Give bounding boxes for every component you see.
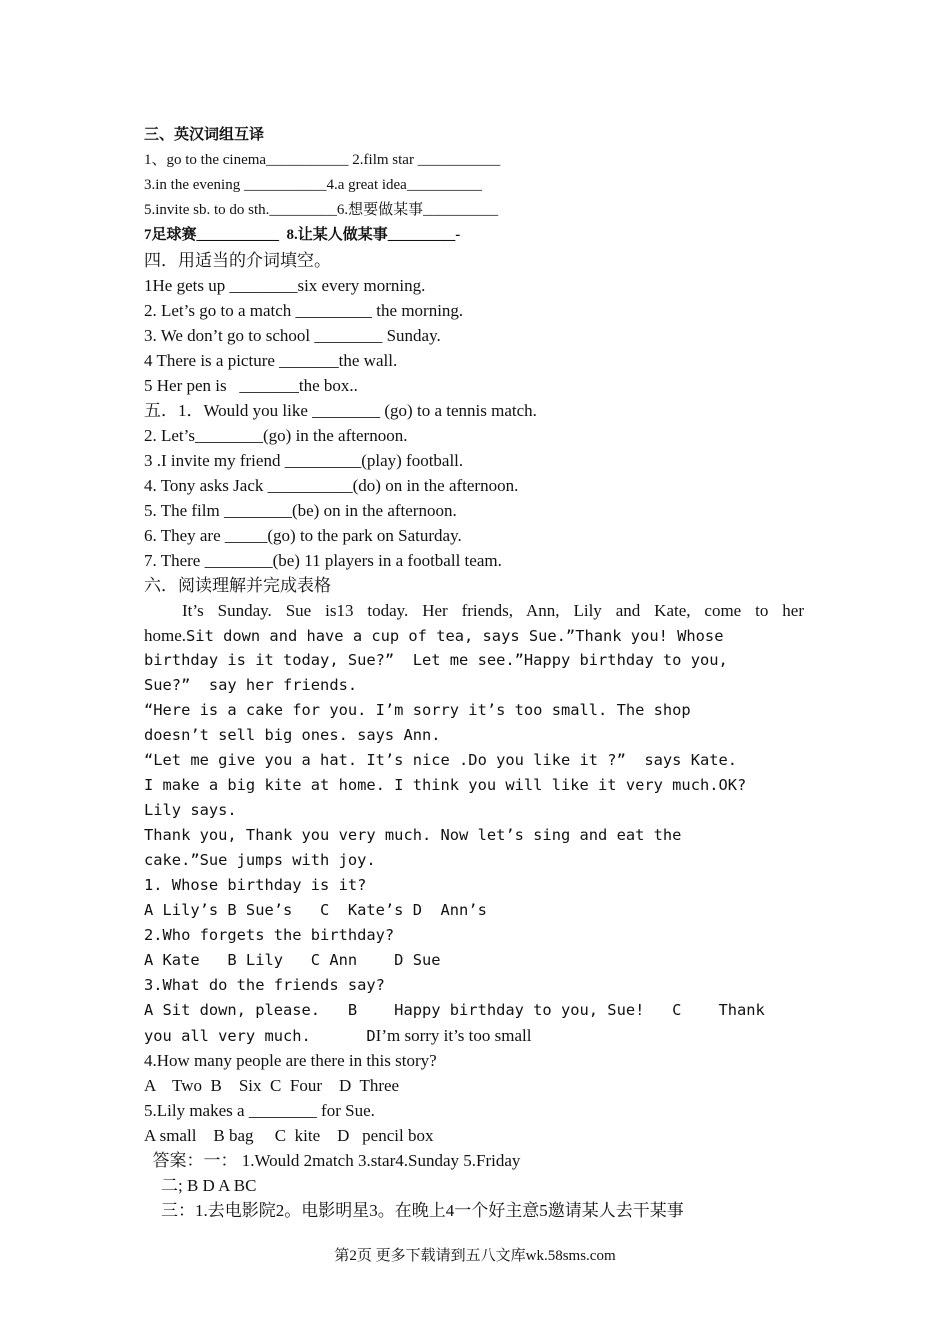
passage-line: Thank you, Thank you very much. Now let’s sing and eat the xyxy=(144,826,682,844)
section-4-line: 3. We don’t go to school ________ Sunday. xyxy=(144,326,441,345)
section-5-line: 6. They are _____(go) to the park on Saturday. xyxy=(144,526,462,545)
answer-line: 二; B D A BC xyxy=(144,1176,257,1195)
passage-line: It’s Sunday. Sue is13 today. Her friends, Ann, Lily and Kate, come to her xyxy=(182,601,804,620)
question-4-options: A Two B Six C Four D Three xyxy=(144,1076,400,1095)
passage-text: home. xyxy=(144,626,187,645)
question-4: 4.How many people are there in this story? xyxy=(144,1051,437,1070)
passage-line: Sue?” say her friends. xyxy=(144,676,358,694)
section-4-heading: 四．用适当的介词填空。 xyxy=(144,251,331,270)
passage-line: Lily says. xyxy=(144,801,237,819)
passage-text: Sit down and have a cup of tea, says Sue.”Thank you! Whose xyxy=(186,627,724,645)
section-5-line: 4. Tony asks Jack __________(do) on in the afternoon. xyxy=(144,476,519,495)
option-text: I’m sorry it’s too small xyxy=(375,1026,532,1045)
option-text: you all very much. D xyxy=(144,1027,376,1045)
question-1-options: A Lily’s B Sue’s C Kate’s D Ann’s xyxy=(144,901,487,919)
section-5-line: 2. Let’s________(go) in the afternoon. xyxy=(144,426,408,445)
section-5-line: 3 .I invite my friend _________(play) football. xyxy=(144,451,464,470)
document-body xyxy=(144,123,804,1223)
section-5-line: 五．1．Would you like ________ (go) to a tennis match. xyxy=(144,401,537,420)
section-4-line: 2. Let’s go to a match _________ the morning. xyxy=(144,301,464,320)
question-5-options: A small B bag C kite D pencil box xyxy=(144,1126,434,1145)
section-3-line: 7足球赛___________ 8.让某人做某事_________- xyxy=(144,227,461,243)
passage-line: “Let me give you a hat. It’s nice .Do you like it ?” says Kate. xyxy=(144,751,738,769)
question-3-options: A Sit down, please. B Happy birthday to you, Sue! C Thank xyxy=(144,1001,765,1019)
passage-line xyxy=(144,623,804,648)
passage-line: doesn’t sell big ones. says Ann. xyxy=(144,726,441,744)
passage-line: “Here is a cake for you. I’m sorry it’s too small. The shop xyxy=(144,701,691,719)
question-3: 3.What do the friends say? xyxy=(144,976,385,994)
section-3-line: 5.invite sb. to do sth._________6.想要做某事__________ xyxy=(144,202,499,218)
passage-line: I make a big kite at home. I think you will like it very much.OK? xyxy=(144,776,747,794)
section-3-heading: 三、英汉词组互译 xyxy=(144,127,265,143)
section-3-line: 3.in the evening ___________4.a great idea__________ xyxy=(144,177,482,193)
question-2: 2.Who forgets the birthday? xyxy=(144,926,395,944)
answer-line: 三：1.去电影院2。电影明星3。在晚上4一个好主意5邀请某人去干某事 xyxy=(144,1201,684,1220)
section-6-heading: 六．阅读理解并完成表格 xyxy=(144,576,331,595)
section-4-line: 4 There is a picture _______the wall. xyxy=(144,351,398,370)
question-5: 5.Lily makes a ________ for Sue. xyxy=(144,1101,375,1120)
section-3-line: 1、go to the cinema___________ 2.film star ___________ xyxy=(144,152,501,168)
page-footer: 第2页 更多下载请到五八文库wk.58sms.com xyxy=(334,1248,616,1264)
answer-line: 答案：一： 1.Would 2match 3.star4.Sunday 5.Friday xyxy=(144,1151,521,1170)
question-1: 1. Whose birthday is it? xyxy=(144,876,367,894)
section-5-line: 5. The film ________(be) on in the afternoon. xyxy=(144,501,457,520)
section-5-line: 7. There ________(be) 11 players in a football team. xyxy=(144,551,502,570)
section-4-line: 1He gets up ________six every morning. xyxy=(144,276,426,295)
question-2-options: A Kate B Lily C Ann D Sue xyxy=(144,951,441,969)
question-3-options-cont xyxy=(144,1023,804,1048)
section-4-line: 5 Her pen is _______the box.. xyxy=(144,376,358,395)
passage-line: cake.”Sue jumps with joy. xyxy=(144,851,376,869)
passage-line: birthday is it today, Sue?” Let me see.”Happy birthday to you, xyxy=(144,651,728,669)
